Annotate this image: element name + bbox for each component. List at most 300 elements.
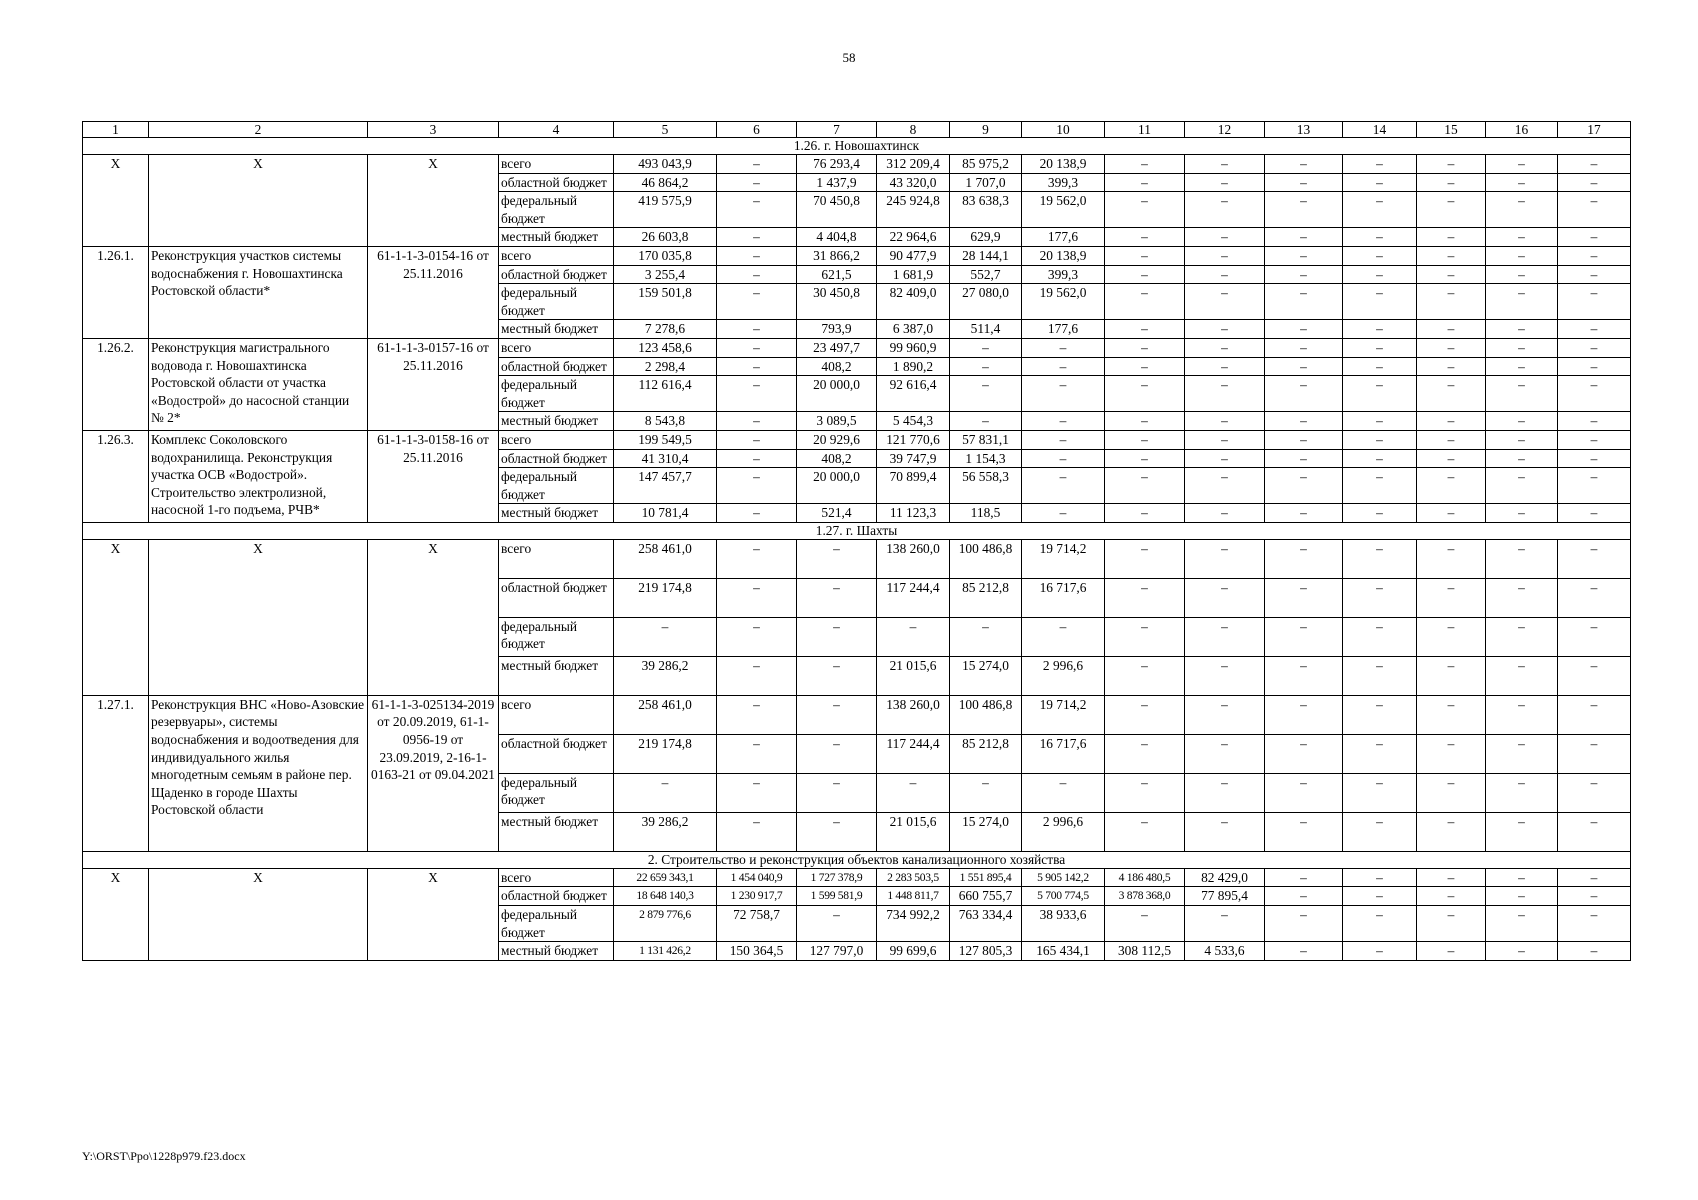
amount-cell: 147 457,7 — [614, 468, 717, 504]
amount-cell: 4 533,6 — [1185, 942, 1265, 961]
amount-cell: 16 717,6 — [1022, 578, 1105, 617]
item-number: 1.26.2. — [83, 338, 149, 430]
funding-source: местный бюджет — [499, 504, 614, 523]
empty-value-dash: – — [1343, 449, 1417, 468]
empty-value-dash: – — [717, 338, 797, 357]
amount-cell: 38 933,6 — [1022, 906, 1105, 942]
empty-value-dash: – — [1486, 617, 1558, 656]
empty-value-dash: – — [1417, 656, 1486, 695]
empty-value-dash: – — [1105, 376, 1185, 412]
empty-value-dash: – — [1185, 155, 1265, 174]
empty-value-dash: – — [1417, 617, 1486, 656]
empty-value-dash: – — [950, 412, 1022, 431]
empty-value-dash: – — [1486, 812, 1558, 851]
amount-cell: 138 260,0 — [877, 695, 950, 734]
funding-source: местный бюджет — [499, 812, 614, 851]
empty-value-dash: – — [1558, 376, 1631, 412]
amount-cell: 57 831,1 — [950, 430, 1022, 449]
amount-cell: 22 964,6 — [877, 228, 950, 247]
amount-cell: 177,6 — [1022, 228, 1105, 247]
empty-value-dash: – — [1343, 228, 1417, 247]
amount-cell: 100 486,8 — [950, 539, 1022, 578]
empty-value-dash: – — [1343, 430, 1417, 449]
empty-value-dash: – — [1343, 887, 1417, 906]
empty-value-dash: – — [1417, 155, 1486, 174]
empty-value-dash: – — [1558, 468, 1631, 504]
funding-source: федеральный бюджет — [499, 192, 614, 228]
empty-value-dash: – — [1105, 338, 1185, 357]
empty-value-dash: – — [717, 578, 797, 617]
empty-value-dash: – — [1486, 773, 1558, 812]
empty-value-dash: – — [1343, 338, 1417, 357]
amount-cell: 23 497,7 — [797, 338, 877, 357]
empty-value-dash: – — [1343, 173, 1417, 192]
empty-value-dash: – — [717, 412, 797, 431]
empty-value-dash: – — [1265, 228, 1343, 247]
empty-value-dash: – — [717, 155, 797, 174]
empty-value-dash: – — [1417, 173, 1486, 192]
amount-cell: 1 599 581,9 — [797, 887, 877, 906]
funding-source: всего — [499, 430, 614, 449]
item-number: Х — [83, 155, 149, 247]
amount-cell: 1 727 378,9 — [797, 868, 877, 887]
amount-cell: 177,6 — [1022, 320, 1105, 339]
item-number: 1.26.3. — [83, 430, 149, 522]
amount-cell: 21 015,6 — [877, 656, 950, 695]
empty-value-dash: – — [1558, 430, 1631, 449]
empty-value-dash: – — [1417, 504, 1486, 523]
empty-value-dash: – — [1486, 265, 1558, 284]
empty-value-dash: – — [1417, 906, 1486, 942]
empty-value-dash: – — [717, 773, 797, 812]
empty-value-dash: – — [1105, 412, 1185, 431]
amount-cell: 399,3 — [1022, 265, 1105, 284]
section-title-row — [83, 522, 1631, 539]
amount-cell: 165 434,1 — [1022, 942, 1105, 961]
empty-value-dash: – — [1105, 320, 1185, 339]
empty-value-dash: – — [1265, 868, 1343, 887]
empty-value-dash: – — [1105, 357, 1185, 376]
empty-value-dash: – — [1343, 376, 1417, 412]
empty-value-dash: – — [1185, 617, 1265, 656]
funding-source: областной бюджет — [499, 265, 614, 284]
section-title: 1.27. г. Шахты — [83, 522, 1631, 539]
amount-cell: 16 717,6 — [1022, 734, 1105, 773]
empty-value-dash: – — [797, 812, 877, 851]
empty-value-dash: – — [1105, 228, 1185, 247]
item-document: 61-1-1-3-0158-16 от 25.11.2016 — [368, 430, 499, 522]
empty-value-dash: – — [1265, 284, 1343, 320]
empty-value-dash: – — [1486, 338, 1558, 357]
funding-source: всего — [499, 155, 614, 174]
amount-cell: 511,4 — [950, 320, 1022, 339]
amount-cell: 5 905 142,2 — [1022, 868, 1105, 887]
amount-cell: 112 616,4 — [614, 376, 717, 412]
empty-value-dash: – — [1558, 357, 1631, 376]
amount-cell: 18 648 140,3 — [614, 887, 717, 906]
empty-value-dash: – — [1185, 773, 1265, 812]
amount-cell: 19 562,0 — [1022, 192, 1105, 228]
empty-value-dash: – — [1486, 942, 1558, 961]
amount-cell: 19 714,2 — [1022, 539, 1105, 578]
empty-value-dash: – — [1343, 906, 1417, 942]
empty-value-dash: – — [1343, 265, 1417, 284]
empty-value-dash: – — [1185, 376, 1265, 412]
amount-cell: 28 144,1 — [950, 246, 1022, 265]
empty-value-dash: – — [717, 376, 797, 412]
amount-cell: 70 899,4 — [877, 468, 950, 504]
table-row — [83, 868, 1631, 887]
empty-value-dash: – — [1417, 412, 1486, 431]
empty-value-dash: – — [1265, 320, 1343, 339]
funding-source: областной бюджет — [499, 887, 614, 906]
empty-value-dash: – — [1486, 246, 1558, 265]
funding-source: федеральный бюджет — [499, 906, 614, 942]
empty-value-dash: – — [1105, 246, 1185, 265]
amount-cell: 521,4 — [797, 504, 877, 523]
empty-value-dash: – — [1558, 942, 1631, 961]
empty-value-dash: – — [1185, 578, 1265, 617]
empty-value-dash: – — [1343, 617, 1417, 656]
amount-cell: 219 174,8 — [614, 734, 717, 773]
table-row — [83, 539, 1631, 578]
empty-value-dash: – — [1558, 578, 1631, 617]
section-title: 2. Строительство и реконструкция объектов канализационного хозяйства — [83, 851, 1631, 868]
empty-value-dash: – — [1417, 228, 1486, 247]
column-number-header: 4 — [499, 122, 614, 138]
empty-value-dash: – — [1105, 173, 1185, 192]
empty-value-dash: – — [717, 656, 797, 695]
empty-value-dash: – — [1185, 695, 1265, 734]
empty-value-dash: – — [1185, 338, 1265, 357]
item-number: Х — [83, 868, 149, 960]
empty-value-dash: – — [1105, 504, 1185, 523]
column-number-header: 1 — [83, 122, 149, 138]
empty-value-dash: – — [1417, 887, 1486, 906]
amount-cell: 1 707,0 — [950, 173, 1022, 192]
empty-value-dash: – — [1105, 695, 1185, 734]
amount-cell: 20 138,9 — [1022, 246, 1105, 265]
amount-cell: 138 260,0 — [877, 539, 950, 578]
amount-cell: 763 334,4 — [950, 906, 1022, 942]
funding-source: федеральный бюджет — [499, 468, 614, 504]
amount-cell: 72 758,7 — [717, 906, 797, 942]
empty-value-dash: – — [1486, 868, 1558, 887]
item-name: Х — [149, 539, 368, 695]
empty-value-dash: – — [797, 906, 877, 942]
amount-cell: 70 450,8 — [797, 192, 877, 228]
empty-value-dash: – — [1105, 656, 1185, 695]
footer-file-path: Y:\ORST\Ppo\1228p979.f23.docx — [82, 1149, 246, 1163]
empty-value-dash: – — [1105, 265, 1185, 284]
empty-value-dash: – — [717, 173, 797, 192]
amount-cell: 117 244,4 — [877, 734, 950, 773]
empty-value-dash: – — [1265, 578, 1343, 617]
empty-value-dash: – — [1417, 449, 1486, 468]
item-number: 1.27.1. — [83, 695, 149, 851]
empty-value-dash: – — [1185, 357, 1265, 376]
item-name: Реконструкция магистрального водовода г. Новошахтинска Ростовской области от участка «Водострой» до насосной станции № 2* — [149, 338, 368, 430]
empty-value-dash: – — [1417, 376, 1486, 412]
empty-value-dash: – — [1105, 906, 1185, 942]
empty-value-dash: – — [797, 656, 877, 695]
empty-value-dash: – — [1343, 812, 1417, 851]
empty-value-dash: – — [1265, 773, 1343, 812]
empty-value-dash: – — [1486, 887, 1558, 906]
amount-cell: 20 138,9 — [1022, 155, 1105, 174]
empty-value-dash: – — [614, 617, 717, 656]
amount-cell: 2 879 776,6 — [614, 906, 717, 942]
empty-value-dash: – — [1417, 192, 1486, 228]
empty-value-dash: – — [1343, 942, 1417, 961]
table-row — [83, 695, 1631, 734]
empty-value-dash: – — [1343, 578, 1417, 617]
amount-cell: 1 131 426,2 — [614, 942, 717, 961]
amount-cell: 85 975,2 — [950, 155, 1022, 174]
funding-source: местный бюджет — [499, 656, 614, 695]
empty-value-dash: – — [1022, 338, 1105, 357]
item-name: Комплекс Соколовского водохранилища. Реконструкция участка ОСВ «Водострой». Строительство электролизной, насосной 1-го подъема, РЧВ* — [149, 430, 368, 522]
amount-cell: 1 454 040,9 — [717, 868, 797, 887]
empty-value-dash: – — [1265, 504, 1343, 523]
amount-cell: 92 616,4 — [877, 376, 950, 412]
funding-source: местный бюджет — [499, 320, 614, 339]
funding-source: областной бюджет — [499, 578, 614, 617]
amount-cell: 734 992,2 — [877, 906, 950, 942]
empty-value-dash: – — [717, 468, 797, 504]
item-document: 61-1-1-3-0157-16 от 25.11.2016 — [368, 338, 499, 430]
amount-cell: 46 864,2 — [614, 173, 717, 192]
empty-value-dash: – — [1105, 812, 1185, 851]
empty-value-dash: – — [1265, 887, 1343, 906]
amount-cell: 4 404,8 — [797, 228, 877, 247]
column-number-header: 8 — [877, 122, 950, 138]
empty-value-dash: – — [1265, 734, 1343, 773]
empty-value-dash: – — [1417, 539, 1486, 578]
empty-value-dash: – — [717, 504, 797, 523]
empty-value-dash: – — [1558, 773, 1631, 812]
empty-value-dash: – — [1022, 357, 1105, 376]
amount-cell: 27 080,0 — [950, 284, 1022, 320]
empty-value-dash: – — [1185, 812, 1265, 851]
empty-value-dash: – — [1558, 734, 1631, 773]
empty-value-dash: – — [1265, 173, 1343, 192]
column-number-header: 6 — [717, 122, 797, 138]
empty-value-dash: – — [1185, 284, 1265, 320]
empty-value-dash: – — [717, 357, 797, 376]
amount-cell: 1 154,3 — [950, 449, 1022, 468]
empty-value-dash: – — [950, 773, 1022, 812]
empty-value-dash: – — [1105, 284, 1185, 320]
amount-cell: 118,5 — [950, 504, 1022, 523]
empty-value-dash: – — [717, 539, 797, 578]
empty-value-dash: – — [950, 338, 1022, 357]
empty-value-dash: – — [717, 320, 797, 339]
empty-value-dash: – — [1265, 430, 1343, 449]
empty-value-dash: – — [1265, 695, 1343, 734]
empty-value-dash: – — [1486, 504, 1558, 523]
empty-value-dash: – — [1417, 430, 1486, 449]
empty-value-dash: – — [1022, 412, 1105, 431]
empty-value-dash: – — [1022, 773, 1105, 812]
empty-value-dash: – — [1486, 695, 1558, 734]
amount-cell: 127 797,0 — [797, 942, 877, 961]
empty-value-dash: – — [1417, 773, 1486, 812]
amount-cell: 85 212,8 — [950, 734, 1022, 773]
column-number-header: 2 — [149, 122, 368, 138]
empty-value-dash: – — [1417, 468, 1486, 504]
column-number-header: 10 — [1022, 122, 1105, 138]
table-row — [83, 155, 1631, 174]
empty-value-dash: – — [1105, 192, 1185, 228]
empty-value-dash: – — [1417, 942, 1486, 961]
empty-value-dash: – — [717, 265, 797, 284]
empty-value-dash: – — [1417, 284, 1486, 320]
empty-value-dash: – — [1185, 504, 1265, 523]
amount-cell: 660 755,7 — [950, 887, 1022, 906]
empty-value-dash: – — [1558, 246, 1631, 265]
amount-cell: 20 000,0 — [797, 468, 877, 504]
funding-source: всего — [499, 539, 614, 578]
empty-value-dash: – — [1265, 246, 1343, 265]
empty-value-dash: – — [1185, 320, 1265, 339]
empty-value-dash: – — [1343, 284, 1417, 320]
empty-value-dash: – — [717, 812, 797, 851]
amount-cell: 83 638,3 — [950, 192, 1022, 228]
amount-cell: 2 298,4 — [614, 357, 717, 376]
amount-cell: 21 015,6 — [877, 812, 950, 851]
empty-value-dash: – — [1417, 338, 1486, 357]
amount-cell: 7 278,6 — [614, 320, 717, 339]
empty-value-dash: – — [1105, 468, 1185, 504]
empty-value-dash: – — [717, 192, 797, 228]
empty-value-dash: – — [797, 695, 877, 734]
amount-cell: 199 549,5 — [614, 430, 717, 449]
empty-value-dash: – — [1417, 578, 1486, 617]
funding-source: областной бюджет — [499, 173, 614, 192]
amount-cell: 621,5 — [797, 265, 877, 284]
amount-cell: 117 244,4 — [877, 578, 950, 617]
empty-value-dash: – — [1265, 412, 1343, 431]
amount-cell: 82 429,0 — [1185, 868, 1265, 887]
amount-cell: 15 274,0 — [950, 656, 1022, 695]
empty-value-dash: – — [1343, 412, 1417, 431]
empty-value-dash: – — [1185, 246, 1265, 265]
amount-cell: 3 878 368,0 — [1105, 887, 1185, 906]
amount-cell: 19 562,0 — [1022, 284, 1105, 320]
amount-cell: 159 501,8 — [614, 284, 717, 320]
empty-value-dash: – — [1417, 734, 1486, 773]
empty-value-dash: – — [1185, 412, 1265, 431]
amount-cell: 1 448 811,7 — [877, 887, 950, 906]
empty-value-dash: – — [1265, 539, 1343, 578]
amount-cell: 312 209,4 — [877, 155, 950, 174]
funding-source: местный бюджет — [499, 412, 614, 431]
column-number-header: 12 — [1185, 122, 1265, 138]
empty-value-dash: – — [1558, 449, 1631, 468]
empty-value-dash: – — [614, 773, 717, 812]
empty-value-dash: – — [1105, 773, 1185, 812]
amount-cell: 26 603,8 — [614, 228, 717, 247]
amount-cell: 30 450,8 — [797, 284, 877, 320]
empty-value-dash: – — [1265, 942, 1343, 961]
funding-source: областной бюджет — [499, 734, 614, 773]
amount-cell: 308 112,5 — [1105, 942, 1185, 961]
empty-value-dash: – — [1343, 868, 1417, 887]
amount-cell: 39 286,2 — [614, 812, 717, 851]
empty-value-dash: – — [1558, 284, 1631, 320]
empty-value-dash: – — [1265, 357, 1343, 376]
amount-cell: 43 320,0 — [877, 173, 950, 192]
amount-cell: 419 575,9 — [614, 192, 717, 228]
table-row — [83, 430, 1631, 449]
amount-cell: 493 043,9 — [614, 155, 717, 174]
amount-cell: 2 996,6 — [1022, 656, 1105, 695]
amount-cell: 82 409,0 — [877, 284, 950, 320]
amount-cell: 11 123,3 — [877, 504, 950, 523]
empty-value-dash: – — [1185, 656, 1265, 695]
column-number-header: 16 — [1486, 122, 1558, 138]
empty-value-dash: – — [877, 617, 950, 656]
amount-cell: 1 551 895,4 — [950, 868, 1022, 887]
empty-value-dash: – — [1022, 617, 1105, 656]
empty-value-dash: – — [717, 617, 797, 656]
amount-cell: 15 274,0 — [950, 812, 1022, 851]
amount-cell: 408,2 — [797, 357, 877, 376]
item-number: 1.26.1. — [83, 246, 149, 338]
empty-value-dash: – — [1343, 695, 1417, 734]
empty-value-dash: – — [1486, 412, 1558, 431]
amount-cell: 150 364,5 — [717, 942, 797, 961]
column-number-header: 14 — [1343, 122, 1417, 138]
amount-cell: 99 960,9 — [877, 338, 950, 357]
item-document: 61-1-1-3-025134-2019 от 20.09.2019, 61-1-0956-19 от 23.09.2019, 2-16-1-0163-21 от 09.04.2021 — [368, 695, 499, 851]
empty-value-dash: – — [797, 578, 877, 617]
empty-value-dash: – — [1417, 868, 1486, 887]
empty-value-dash: – — [1486, 173, 1558, 192]
page-number: 58 — [842, 50, 856, 65]
column-number-header: 11 — [1105, 122, 1185, 138]
empty-value-dash: – — [877, 773, 950, 812]
amount-cell: 90 477,9 — [877, 246, 950, 265]
empty-value-dash: – — [1486, 430, 1558, 449]
empty-value-dash: – — [1558, 868, 1631, 887]
empty-value-dash: – — [1105, 734, 1185, 773]
empty-value-dash: – — [950, 376, 1022, 412]
empty-value-dash: – — [1185, 539, 1265, 578]
empty-value-dash: – — [1558, 192, 1631, 228]
empty-value-dash: – — [1558, 265, 1631, 284]
empty-value-dash: – — [1558, 338, 1631, 357]
empty-value-dash: – — [717, 228, 797, 247]
empty-value-dash: – — [1558, 887, 1631, 906]
empty-value-dash: – — [1486, 284, 1558, 320]
amount-cell: 76 293,4 — [797, 155, 877, 174]
funding-source: федеральный бюджет — [499, 376, 614, 412]
empty-value-dash: – — [1185, 173, 1265, 192]
empty-value-dash: – — [1185, 265, 1265, 284]
empty-value-dash: – — [1558, 906, 1631, 942]
amount-cell: 245 924,8 — [877, 192, 950, 228]
item-document: Х — [368, 539, 499, 695]
amount-cell: 170 035,8 — [614, 246, 717, 265]
empty-value-dash: – — [717, 695, 797, 734]
empty-value-dash: – — [1417, 812, 1486, 851]
amount-cell: 408,2 — [797, 449, 877, 468]
empty-value-dash: – — [1105, 617, 1185, 656]
column-number-header: 15 — [1417, 122, 1486, 138]
empty-value-dash: – — [1486, 228, 1558, 247]
